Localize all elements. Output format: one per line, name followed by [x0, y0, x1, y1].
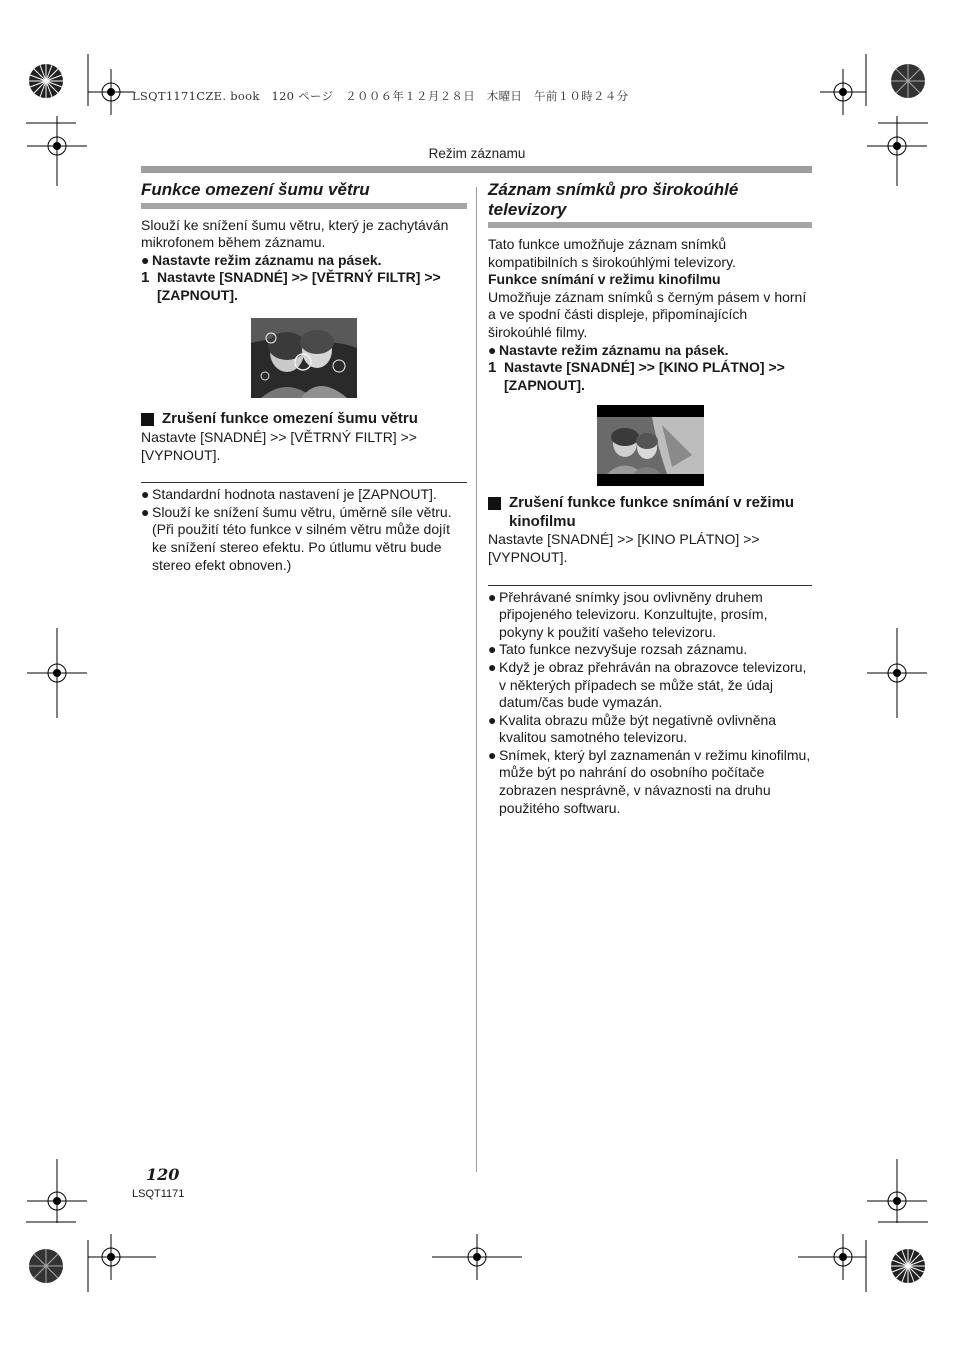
right-subheading: Zrušení funkce funkce snímání v režimu kinofilmu	[488, 494, 812, 531]
bullet-icon: ●	[488, 658, 497, 675]
right-subtitle: Funkce snímání v režimu kinofilmu	[488, 271, 721, 288]
bullet-icon: ●	[488, 711, 497, 728]
right-desc: Umožňuje záznam snímků s černým pásem v horní a ve spodní části displeje, připomínajících širokoúhlé filmy.	[488, 288, 807, 340]
bullet-icon: ●	[488, 341, 497, 358]
photo-girls-bubbles	[251, 318, 357, 398]
list-item: ● Přehrávané snímky jsou ovlivněny druhem připojeného televizoru. Konzultujte, prosím, pokyny k použití vašeho televizoru.	[488, 588, 768, 640]
print-header: LSQT1171CZE. book 120 ページ ２００６年１２月２８日 木曜日 午前１０時２４分	[132, 89, 629, 103]
left-step	[141, 269, 467, 304]
left-section-title: Funkce omezení šumu větru	[141, 180, 467, 209]
bullet-icon: ●	[488, 746, 497, 763]
bullet-icon: ●	[141, 486, 150, 503]
list-item: ● Snímek, který byl zaznamenán v režimu kinofilmu, může být po nahrání do osobního počítače zobrazen nesprávně, v návaznosti na druhu použitého softwaru.	[488, 746, 811, 816]
step-number: 1	[488, 359, 497, 377]
right-column	[488, 180, 812, 817]
page-number: 120	[146, 1165, 180, 1184]
right-step	[488, 359, 812, 394]
left-subtext: Nastavte [SNADNÉ] >> [VĚTRNÝ FILTR] >> [VYPNOUT].	[141, 428, 417, 463]
list-item: ● Kvalita obrazu může být negativně ovlivněna kvalitou samotného televizoru.	[488, 711, 777, 746]
step-number: 1	[141, 269, 150, 287]
step-text: Nastavte [SNADNÉ] >> [VĚTRNÝ FILTR] >> [ZAPNOUT].	[157, 269, 441, 303]
section-header: Režim záznamu	[428, 146, 526, 161]
bullet-icon: ●	[488, 588, 497, 605]
list-item: ● Tato funkce nezvyšuje rozsah záznamu.	[488, 641, 748, 658]
left-bullet: ● Nastavte režim záznamu na pásek.	[141, 251, 382, 268]
left-notes	[141, 486, 467, 574]
right-bullet: ● Nastavte režim záznamu na pásek.	[488, 341, 729, 358]
list-item: ● Standardní hodnota nastavení je [ZAPNOUT].	[141, 486, 437, 503]
right-intro: Tato funkce umožňuje záznam snímků kompatibilních s širokoúhlými televizory.	[488, 236, 736, 270]
square-bullet-icon	[141, 413, 154, 426]
column-divider	[476, 187, 477, 1172]
bullet-icon: ●	[141, 503, 150, 520]
right-subtext: Nastavte [SNADNÉ] >> [KINO PLÁTNO] >> [VYPNOUT].	[488, 531, 760, 565]
step-text: Nastavte [SNADNÉ] >> [KINO PLÁTNO] >> [ZAPNOUT].	[504, 359, 785, 393]
bullet-icon: ●	[488, 641, 497, 658]
left-intro: Slouží ke snížení šumu větru, který je zachytáván mikrofonem během záznamu.	[141, 216, 449, 251]
square-bullet-icon	[488, 497, 501, 510]
left-column	[141, 180, 467, 574]
right-section-title: Záznam snímků pro širokoúhlé televizory	[488, 180, 812, 228]
header-bar	[141, 166, 812, 173]
right-notes	[488, 589, 812, 818]
left-subheading: Zrušení funkce omezení šumu větru	[141, 410, 467, 429]
left-notes-rule	[141, 482, 467, 483]
list-item: ● Slouží ke snížení šumu větru, úměrně síle větru. (Při použití této funkce v silném větru může dojít ke snížení stereo efektu. Po útlumu větru bude stereo efekt obnoven.)	[141, 503, 452, 573]
photo-cinema-mode	[597, 405, 704, 486]
right-notes-rule	[488, 585, 812, 586]
bullet-icon: ●	[141, 251, 150, 268]
list-item: ● Když je obraz přehráván na obrazovce televizoru, v některých případech se může stát, že údaj datum/čas bude vymazán.	[488, 658, 807, 711]
model-code: LSQT1171	[132, 1188, 185, 1200]
